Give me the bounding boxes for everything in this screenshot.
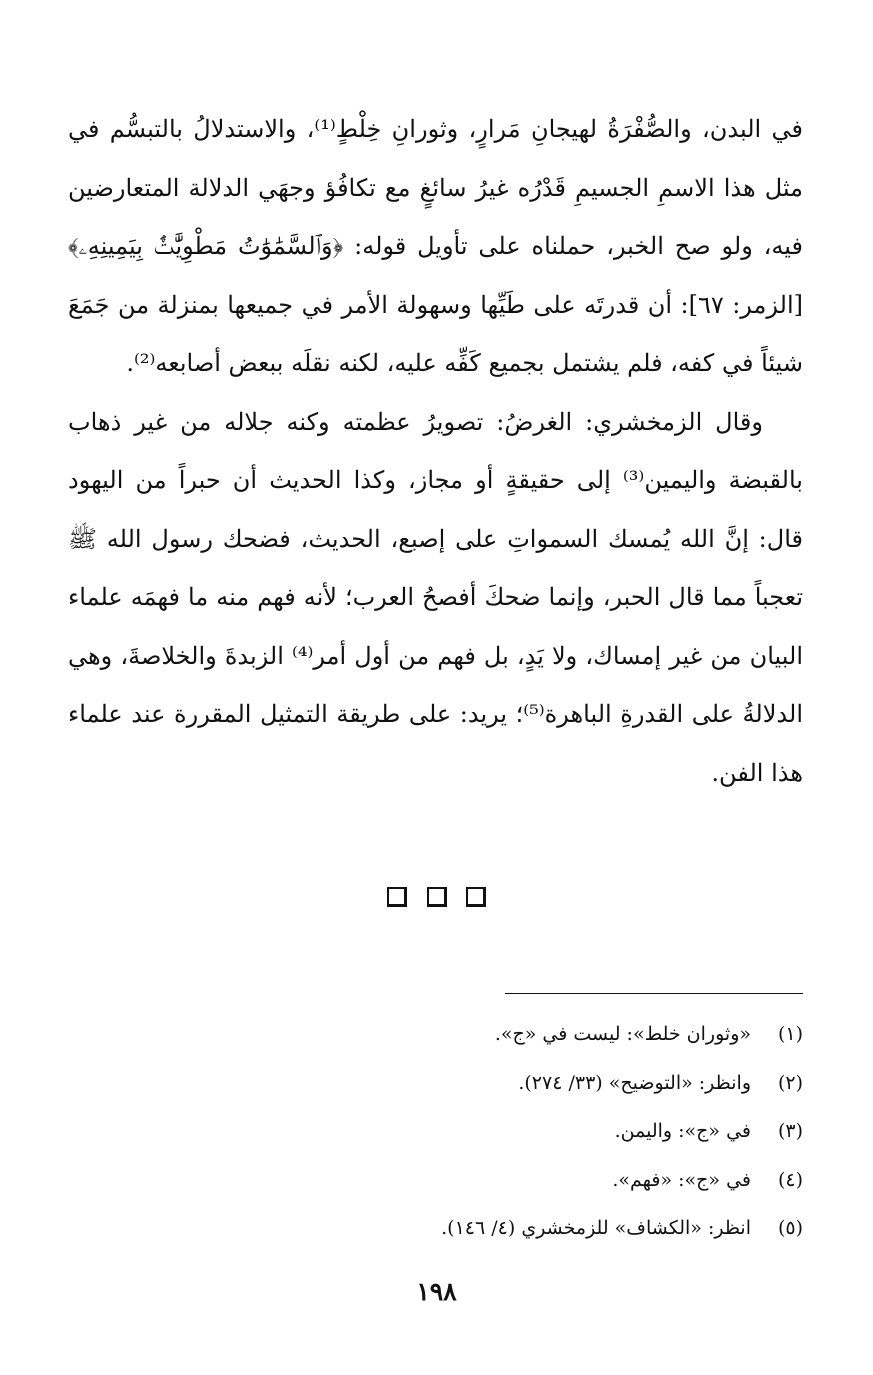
footnote-number: (٣): [777, 1120, 803, 1142]
square-ornament-icon: [466, 887, 486, 907]
square-ornament-icon: [427, 887, 447, 907]
footnote: [68, 1156, 803, 1205]
footnote-text: وانظر: «التوضيح» (٣٣/ ٢٧٤).: [518, 1071, 751, 1094]
footnote-number: (٤): [777, 1168, 803, 1191]
square-ornament-icon: [387, 887, 407, 907]
footnote-separator: [505, 993, 803, 994]
footnote-text: في «ج»: «فهم».: [612, 1168, 751, 1191]
footnote: [68, 1059, 803, 1108]
paragraph-1: في البدن، والصُّفْرَةُ لهيجانِ مَرارٍ، وثورانِ خِلْطٍ⁽¹⁾، والاستدلالُ بالتبسُّم في مثل هذا الاسمِ الجسيمِ قَدْرُه غيرُ سائغٍ مع تكافُؤ وجهَي الدلالة المتعارضين فيه، ولو صح الخبر، حملناه على تأويل قوله: ﴿وَٱلسَّمَٰوَٰتُ مَطْوِيَّٰتٌۢ بِيَمِينِهِۦ﴾[الزمر: ٦٧]: أن قدرتَه على طَيِّها وسهولة الأمر في جميعها بمنزلة من جَمَعَ شيئاً في كفه، فلم يشتمل بجميع كَفِّه عليه، لكنه نقلَه ببعض أصابعه⁽²⁾.: [68, 115, 803, 377]
footnote-number: (٥): [777, 1217, 803, 1239]
footnote: [68, 1107, 803, 1156]
footnotes: [68, 1010, 803, 1253]
page-number: ١٩٨: [416, 1277, 457, 1306]
footnote-text: في «ج»: واليمن.: [614, 1120, 751, 1142]
footnote-number: (٢): [777, 1071, 803, 1094]
footnote: [68, 1010, 803, 1059]
paragraph-2: وقال الزمخشري: الغرضُ: تصويرُ عظمته وكنه جلاله من غير ذهاب بالقبضة واليمين⁽³⁾ إلى حقيقةٍ أو مجاز، وكذا الحديث أن حبراً من اليهود قال: إنَّ الله يُمسك السمواتِ على إصبع، الحديث، فضحك رسول الله ﷺ تعجباً مما قال الحبر، وإنما ضحكَ أفصحُ العرب؛ لأنه فهم منه ما فهمَه علماء البيان من غير إمساك، ولا يَدٍ، بل فهم من أول أمر⁽⁴⁾ الزبدةَ والخلاصةَ، وهي الدلالةُ على القدرةِ الباهرة⁽⁵⁾؛ يريد: على طريقة التمثيل المقررة عند علماء هذا الفن.: [68, 407, 803, 787]
footnote-text: «وثوران خلط»: ليست في «ج».: [494, 1023, 751, 1045]
footnote: [68, 1204, 803, 1253]
footnote-text: انظر: «الكشاف» للزمخشري (٤/ ١٤٦).: [441, 1217, 751, 1239]
section-divider-ornament: [0, 886, 873, 907]
footnote-number: (١): [777, 1023, 803, 1045]
main-text: [68, 100, 803, 802]
